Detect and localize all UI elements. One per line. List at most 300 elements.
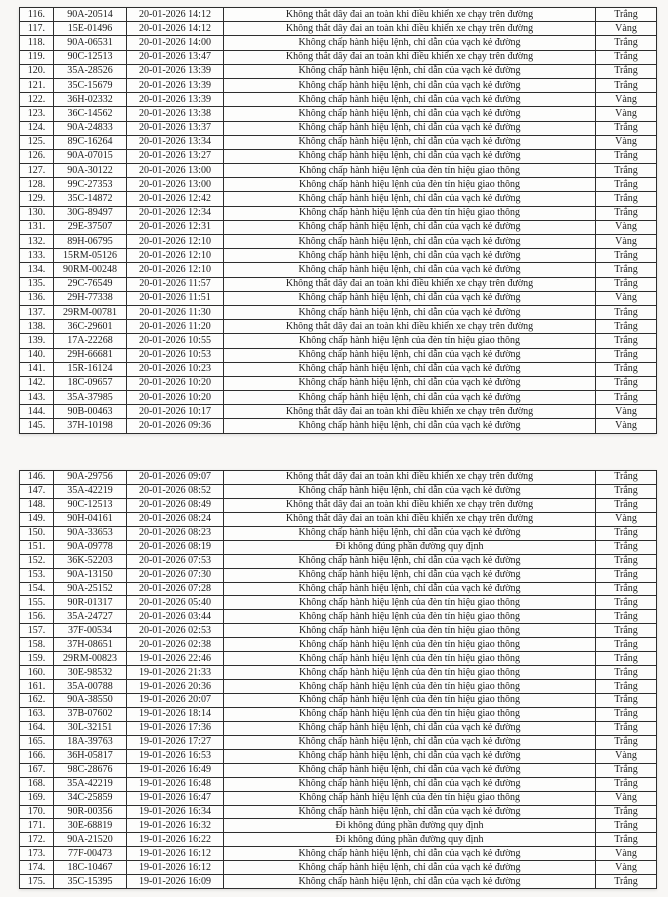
cell-plate-color: Trắng [595,207,656,220]
cell-violation: Không chấp hành hiệu lệnh của đèn tín hiệu giao thông [223,334,595,347]
cell-plate-color: Trắng [595,65,656,78]
cell-license-plate: 77F-00473 [53,847,126,860]
cell-datetime: 20-01-2026 12:10 [126,249,223,262]
cell-index: 148. [27,499,46,511]
table-row [20,305,656,319]
cell-datetime: 19-01-2026 20:36 [126,680,223,693]
cell-license-plate: 90A-30122 [53,164,126,177]
cell-violation: Không chấp hành hiệu lệnh, chỉ dẫn của vạch kẻ đường [223,122,595,135]
table-row [20,818,656,832]
cell-violation: Đi không đúng phần đường quy định [223,541,595,554]
table-row [20,291,656,305]
table-row [20,333,656,347]
cell-index: 155. [27,596,46,608]
cell-datetime: 19-01-2026 16:12 [126,847,223,860]
cell-plate-color: Trắng [595,694,656,707]
table-row [20,791,656,805]
cell-license-plate: 90A-29756 [53,471,126,484]
cell-license-plate: 29H-66681 [53,349,126,362]
cell-datetime: 20-01-2026 12:34 [126,207,223,220]
cell-datetime: 20-01-2026 10:55 [126,334,223,347]
cell-index: 175. [27,875,46,887]
cell-index: 150. [27,527,46,539]
cell-datetime: 20-01-2026 13:37 [126,122,223,135]
cell-datetime: 20-01-2026 07:53 [126,555,223,568]
cell-violation: Không chấp hành hiệu lệnh, chỉ dẫn của vạch kẻ đường [223,93,595,106]
table-row [20,805,656,819]
cell-plate-color: Trắng [595,875,656,888]
table-row [20,832,656,846]
cell-index: 133. [27,249,46,261]
table-row [20,512,656,526]
cell-index: 163. [27,708,46,720]
cell-plate-color: Trắng [595,596,656,609]
table-row [20,418,656,432]
cell-plate-color: Trắng [595,485,656,498]
cell-datetime: 20-01-2026 13:39 [126,79,223,92]
cell-license-plate: 90A-24833 [53,122,126,135]
cell-violation: Không chấp hành hiệu lệnh, chỉ dẫn của vạch kẻ đường [223,391,595,404]
cell-plate-color: Trắng [595,79,656,92]
cell-plate-color: Vàng [595,136,656,149]
cell-index: 144. [27,405,46,417]
table-row [20,471,656,484]
cell-index: 159. [27,652,46,664]
cell-index: 127. [27,164,46,176]
cell-violation: Không chấp hành hiệu lệnh, chỉ dẫn của vạch kẻ đường [223,847,595,860]
cell-index: 160. [27,666,46,678]
cell-index: 154. [27,582,46,594]
cell-plate-color: Trắng [595,499,656,512]
cell-license-plate: 90A-13150 [53,569,126,582]
table-row [20,609,656,623]
cell-index: 172. [27,833,46,845]
cell-license-plate: 30E-98532 [53,666,126,679]
table-row [20,64,656,78]
cell-license-plate: 29RM-00781 [53,306,126,319]
cell-datetime: 20-01-2026 11:20 [126,320,223,333]
cell-datetime: 19-01-2026 17:36 [126,722,223,735]
cell-datetime: 20-01-2026 08:24 [126,513,223,526]
table-row [20,149,656,163]
cell-index: 151. [27,541,46,553]
table-row [20,777,656,791]
cell-index: 135. [27,278,46,290]
cell-plate-color: Trắng [595,610,656,623]
cell-index: 134. [27,263,46,275]
cell-violation: Không thắt dây đai an toàn khi điều khiển xe chạy trên đường [223,22,595,35]
violation-table-top [19,7,657,434]
cell-violation: Không chấp hành hiệu lệnh, chỉ dẫn của vạch kẻ đường [223,136,595,149]
cell-datetime: 19-01-2026 16:47 [126,792,223,805]
cell-index: 119. [27,51,46,63]
cell-plate-color: Trắng [595,249,656,262]
cell-license-plate: 37H-08651 [53,638,126,651]
cell-license-plate: 36H-02332 [53,93,126,106]
cell-license-plate: 18A-39763 [53,736,126,749]
table-row [20,651,656,665]
cell-plate-color: Trắng [595,819,656,832]
cell-violation: Đi không đúng phần đường quy định [223,833,595,846]
cell-violation: Không chấp hành hiệu lệnh, chỉ dẫn của vạch kẻ đường [223,736,595,749]
cell-datetime: 19-01-2026 21:33 [126,666,223,679]
cell-plate-color: Vàng [595,792,656,805]
cell-violation: Không chấp hành hiệu lệnh, chỉ dẫn của vạch kẻ đường [223,778,595,791]
table-row [20,623,656,637]
cell-violation: Không thắt dây đai an toàn khi điều khiển xe chạy trên đường [223,278,595,291]
cell-license-plate: 15R-16124 [53,363,126,376]
table-row [20,595,656,609]
cell-index: 171. [27,819,46,831]
cell-index: 168. [27,778,46,790]
cell-index: 157. [27,624,46,636]
table-row [20,554,656,568]
cell-index: 170. [27,805,46,817]
cell-plate-color: Trắng [595,736,656,749]
cell-license-plate: 90R-01317 [53,596,126,609]
cell-violation: Không chấp hành hiệu lệnh, chỉ dẫn của vạch kẻ đường [223,875,595,888]
table-row [20,637,656,651]
cell-datetime: 19-01-2026 16:09 [126,875,223,888]
cell-datetime: 19-01-2026 16:49 [126,764,223,777]
cell-plate-color: Trắng [595,377,656,390]
cell-violation: Không chấp hành hiệu lệnh, chỉ dẫn của vạch kẻ đường [223,292,595,305]
cell-index: 117. [27,22,46,34]
cell-plate-color: Vàng [595,405,656,418]
table-row [20,484,656,498]
cell-index: 161. [27,680,46,692]
table-row [20,262,656,276]
cell-violation: Không chấp hành hiệu lệnh, chỉ dẫn của vạch kẻ đường [223,419,595,432]
cell-datetime: 20-01-2026 08:23 [126,527,223,540]
cell-datetime: 19-01-2026 16:53 [126,750,223,763]
cell-index: 118. [27,36,46,48]
cell-index: 174. [27,861,46,873]
table-row [20,248,656,262]
cell-license-plate: 35C-15395 [53,875,126,888]
cell-index: 124. [27,122,46,134]
table-row [20,568,656,582]
cell-datetime: 20-01-2026 10:20 [126,391,223,404]
cell-violation: Không chấp hành hiệu lệnh, chỉ dẫn của vạch kẻ đường [223,583,595,596]
cell-plate-color: Trắng [595,833,656,846]
cell-license-plate: 90R-00356 [53,806,126,819]
cell-violation: Không chấp hành hiệu lệnh của đèn tín hiệu giao thông [223,207,595,220]
cell-index: 141. [27,363,46,375]
cell-index: 169. [27,792,46,804]
cell-violation: Không chấp hành hiệu lệnh, chỉ dẫn của vạch kẻ đường [223,249,595,262]
violation-table-bottom [19,470,657,889]
table-row [20,319,656,333]
cell-license-plate: 35C-15679 [53,79,126,92]
cell-datetime: 20-01-2026 10:20 [126,377,223,390]
cell-datetime: 20-01-2026 07:28 [126,583,223,596]
cell-plate-color: Trắng [595,122,656,135]
cell-violation: Không chấp hành hiệu lệnh, chỉ dẫn của vạch kẻ đường [223,861,595,874]
cell-datetime: 20-01-2026 12:10 [126,235,223,248]
cell-index: 128. [27,178,46,190]
cell-violation: Không chấp hành hiệu lệnh, chỉ dẫn của vạch kẻ đường [223,150,595,163]
cell-index: 153. [27,569,46,581]
cell-index: 140. [27,349,46,361]
cell-violation: Không chấp hành hiệu lệnh, chỉ dẫn của vạch kẻ đường [223,363,595,376]
cell-index: 149. [27,513,46,525]
cell-license-plate: 35A-00788 [53,680,126,693]
cell-license-plate: 36C-14562 [53,107,126,120]
cell-license-plate: 15E-01496 [53,22,126,35]
cell-license-plate: 90A-06531 [53,36,126,49]
cell-datetime: 20-01-2026 10:17 [126,405,223,418]
cell-index: 129. [27,193,46,205]
cell-datetime: 20-01-2026 13:39 [126,65,223,78]
cell-license-plate: 35C-14872 [53,192,126,205]
cell-plate-color: Trắng [595,349,656,362]
cell-datetime: 20-01-2026 14:12 [126,8,223,21]
cell-license-plate: 35A-42219 [53,778,126,791]
cell-license-plate: 36C-29601 [53,320,126,333]
cell-plate-color: Trắng [595,334,656,347]
cell-violation: Không chấp hành hiệu lệnh, chỉ dẫn của vạch kẻ đường [223,764,595,777]
cell-index: 125. [27,136,46,148]
cell-license-plate: 35A-42219 [53,485,126,498]
cell-index: 146. [27,471,46,483]
cell-datetime: 20-01-2026 08:52 [126,485,223,498]
cell-violation: Không chấp hành hiệu lệnh, chỉ dẫn của vạch kẻ đường [223,377,595,390]
table-row [20,362,656,376]
cell-index: 142. [27,377,46,389]
table-row [20,665,656,679]
cell-license-plate: 35A-37985 [53,391,126,404]
cell-violation: Đi không đúng phần đường quy định [223,819,595,832]
cell-license-plate: 30L-32151 [53,722,126,735]
cell-plate-color: Trắng [595,708,656,721]
table-row [20,78,656,92]
cell-plate-color: Vàng [595,292,656,305]
table-row [20,92,656,106]
table-row [20,177,656,191]
cell-index: 120. [27,65,46,77]
cell-plate-color: Trắng [595,391,656,404]
cell-license-plate: 89H-06795 [53,235,126,248]
cell-plate-color: Trắng [595,320,656,333]
cell-datetime: 20-01-2026 11:57 [126,278,223,291]
cell-datetime: 20-01-2026 13:27 [126,150,223,163]
cell-license-plate: 15RM-05126 [53,249,126,262]
table-row [20,498,656,512]
cell-index: 147. [27,485,46,497]
cell-plate-color: Trắng [595,51,656,64]
cell-index: 136. [27,292,46,304]
cell-violation: Không chấp hành hiệu lệnh, chỉ dẫn của vạch kẻ đường [223,806,595,819]
cell-license-plate: 89C-16264 [53,136,126,149]
cell-license-plate: 90H-04161 [53,513,126,526]
cell-datetime: 20-01-2026 13:00 [126,178,223,191]
cell-license-plate: 90C-12513 [53,499,126,512]
table-row [20,121,656,135]
cell-violation: Không chấp hành hiệu lệnh của đèn tín hiệu giao thông [223,694,595,707]
table-row [20,206,656,220]
cell-violation: Không chấp hành hiệu lệnh, chỉ dẫn của vạch kẻ đường [223,36,595,49]
cell-plate-color: Trắng [595,569,656,582]
cell-datetime: 20-01-2026 13:47 [126,51,223,64]
cell-datetime: 20-01-2026 05:40 [126,596,223,609]
cell-violation: Không chấp hành hiệu lệnh của đèn tín hiệu giao thông [223,652,595,665]
cell-violation: Không chấp hành hiệu lệnh của đèn tín hiệu giao thông [223,610,595,623]
cell-plate-color: Trắng [595,680,656,693]
cell-index: 130. [27,207,46,219]
cell-index: 173. [27,847,46,859]
table-row [20,277,656,291]
cell-index: 139. [27,334,46,346]
cell-violation: Không thắt dây đai an toàn khi điều khiển xe chạy trên đường [223,471,595,484]
cell-license-plate: 37B-07602 [53,708,126,721]
table-row [20,191,656,205]
table-row [20,106,656,120]
cell-plate-color: Trắng [595,471,656,484]
table-row [20,376,656,390]
cell-datetime: 20-01-2026 10:53 [126,349,223,362]
cell-plate-color: Trắng [595,278,656,291]
cell-datetime: 20-01-2026 02:38 [126,638,223,651]
cell-license-plate: 37F-00534 [53,624,126,637]
table-row [20,390,656,404]
cell-index: 156. [27,610,46,622]
cell-license-plate: 99C-27353 [53,178,126,191]
cell-violation: Không chấp hành hiệu lệnh, chỉ dẫn của vạch kẻ đường [223,192,595,205]
table-row [20,348,656,362]
cell-index: 143. [27,391,46,403]
cell-license-plate: 34C-25859 [53,792,126,805]
cell-index: 126. [27,150,46,162]
cell-violation: Không thắt dây đai an toàn khi điều khiển xe chạy trên đường [223,8,595,21]
cell-datetime: 19-01-2026 16:22 [126,833,223,846]
cell-violation: Không chấp hành hiệu lệnh của đèn tín hiệu giao thông [223,680,595,693]
cell-plate-color: Trắng [595,624,656,637]
cell-datetime: 20-01-2026 09:07 [126,471,223,484]
cell-plate-color: Trắng [595,541,656,554]
table-row [20,763,656,777]
cell-violation: Không chấp hành hiệu lệnh, chỉ dẫn của vạch kẻ đường [223,221,595,234]
cell-license-plate: 29H-77338 [53,292,126,305]
cell-violation: Không chấp hành hiệu lệnh, chỉ dẫn của vạch kẻ đường [223,349,595,362]
table-row [20,8,656,21]
cell-datetime: 20-01-2026 11:30 [126,306,223,319]
cell-plate-color: Trắng [595,36,656,49]
cell-datetime: 19-01-2026 16:32 [126,819,223,832]
cell-datetime: 20-01-2026 13:34 [126,136,223,149]
table-row [20,707,656,721]
cell-plate-color: Vàng [595,22,656,35]
cell-datetime: 20-01-2026 08:19 [126,541,223,554]
cell-index: 137. [27,306,46,318]
cell-violation: Không chấp hành hiệu lệnh, chỉ dẫn của vạch kẻ đường [223,527,595,540]
cell-license-plate: 90RM-00248 [53,263,126,276]
cell-license-plate: 35A-28526 [53,65,126,78]
cell-license-plate: 29E-37507 [53,221,126,234]
cell-datetime: 20-01-2026 08:49 [126,499,223,512]
cell-plate-color: Vàng [595,847,656,860]
cell-datetime: 20-01-2026 12:10 [126,263,223,276]
cell-index: 158. [27,638,46,650]
cell-license-plate: 29RM-00823 [53,652,126,665]
cell-plate-color: Vàng [595,107,656,120]
cell-license-plate: 35A-24727 [53,610,126,623]
cell-index: 162. [27,694,46,706]
cell-plate-color: Trắng [595,527,656,540]
cell-index: 121. [27,79,46,91]
cell-index: 132. [27,235,46,247]
cell-license-plate: 18C-09657 [53,377,126,390]
cell-datetime: 20-01-2026 07:30 [126,569,223,582]
cell-index: 116. [27,8,46,20]
cell-violation: Không chấp hành hiệu lệnh, chỉ dẫn của vạch kẻ đường [223,569,595,582]
cell-plate-color: Vàng [595,750,656,763]
cell-violation: Không chấp hành hiệu lệnh, chỉ dẫn của vạch kẻ đường [223,65,595,78]
cell-license-plate: 90C-12513 [53,51,126,64]
cell-violation: Không chấp hành hiệu lệnh của đèn tín hiệu giao thông [223,666,595,679]
cell-violation: Không chấp hành hiệu lệnh của đèn tín hiệu giao thông [223,792,595,805]
cell-index: 167. [27,764,46,776]
cell-license-plate: 90B-00463 [53,405,126,418]
cell-datetime: 20-01-2026 10:23 [126,363,223,376]
cell-license-plate: 90A-09778 [53,541,126,554]
cell-plate-color: Trắng [595,583,656,596]
cell-violation: Không chấp hành hiệu lệnh của đèn tín hiệu giao thông [223,596,595,609]
cell-license-plate: 90A-07015 [53,150,126,163]
cell-violation: Không chấp hành hiệu lệnh của đèn tín hiệu giao thông [223,624,595,637]
cell-datetime: 20-01-2026 13:39 [126,93,223,106]
cell-plate-color: Vàng [595,93,656,106]
cell-plate-color: Vàng [595,861,656,874]
cell-violation: Không chấp hành hiệu lệnh, chỉ dẫn của vạch kẻ đường [223,750,595,763]
cell-index: 131. [27,221,46,233]
cell-datetime: 20-01-2026 02:53 [126,624,223,637]
cell-index: 164. [27,722,46,734]
cell-license-plate: 29C-76549 [53,278,126,291]
cell-license-plate: 90A-33653 [53,527,126,540]
cell-plate-color: Trắng [595,806,656,819]
cell-violation: Không thắt dây đai an toàn khi điều khiển xe chạy trên đường [223,405,595,418]
cell-license-plate: 30E-68819 [53,819,126,832]
cell-datetime: 20-01-2026 13:00 [126,164,223,177]
cell-violation: Không chấp hành hiệu lệnh, chỉ dẫn của vạch kẻ đường [223,79,595,92]
cell-datetime: 19-01-2026 16:12 [126,861,223,874]
cell-violation: Không chấp hành hiệu lệnh, chỉ dẫn của vạch kẻ đường [223,306,595,319]
table-row [20,582,656,596]
cell-plate-color: Trắng [595,150,656,163]
cell-license-plate: 90A-38550 [53,694,126,707]
cell-violation: Không chấp hành hiệu lệnh của đèn tín hiệu giao thông [223,708,595,721]
cell-plate-color: Trắng [595,164,656,177]
cell-plate-color: Vàng [595,513,656,526]
cell-plate-color: Trắng [595,8,656,21]
table-row [20,721,656,735]
cell-datetime: 19-01-2026 22:46 [126,652,223,665]
cell-violation: Không thắt dây đai an toàn khi điều khiển xe chạy trên đường [223,499,595,512]
cell-datetime: 20-01-2026 09:36 [126,419,223,432]
cell-license-plate: 36H-05817 [53,750,126,763]
cell-license-plate: 37H-10198 [53,419,126,432]
cell-license-plate: 30G-89497 [53,207,126,220]
table-row [20,234,656,248]
cell-datetime: 20-01-2026 14:00 [126,36,223,49]
table-row [20,220,656,234]
cell-plate-color: Trắng [595,666,656,679]
table-row [20,35,656,49]
cell-violation: Không chấp hành hiệu lệnh, chỉ dẫn của vạch kẻ đường [223,263,595,276]
cell-index: 152. [27,555,46,567]
cell-license-plate: 90A-21520 [53,833,126,846]
